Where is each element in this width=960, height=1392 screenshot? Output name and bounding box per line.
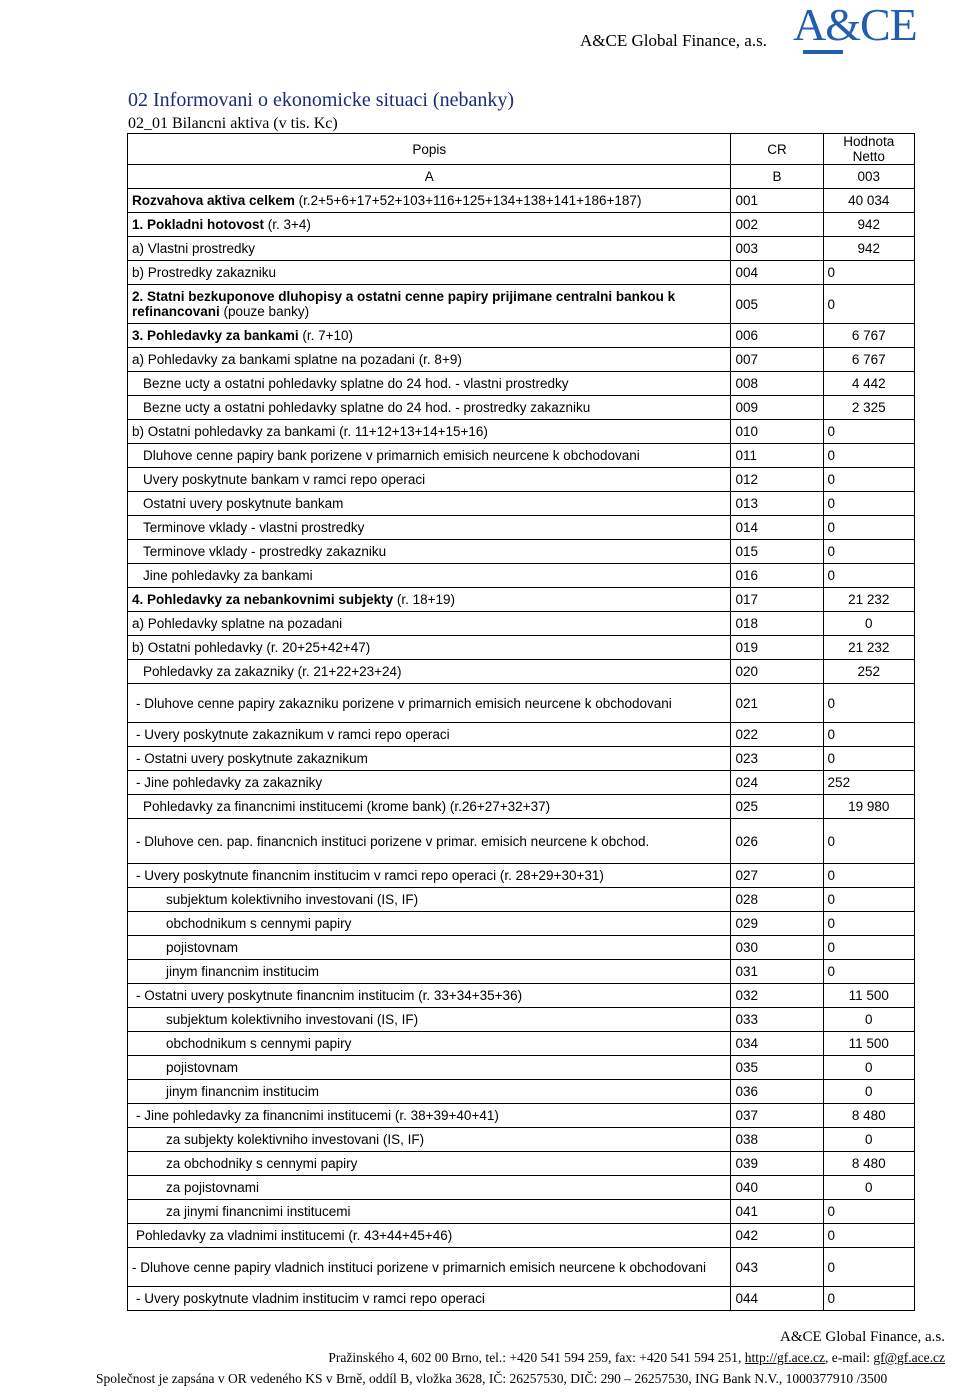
row-label: subjektum kolektivniho investovani (IS, IF) <box>166 1012 419 1027</box>
row-cr: 033 <box>731 1008 823 1032</box>
row-suffix: (r. 43+44+45+46) <box>344 1228 453 1243</box>
table-row <box>128 1080 915 1104</box>
row-value: 0 <box>823 1056 914 1080</box>
table-header-row <box>128 134 915 165</box>
row-value: 0 <box>823 612 914 636</box>
table-row <box>128 747 915 771</box>
row-value: 0 <box>823 1224 914 1248</box>
table-row <box>128 1200 915 1224</box>
row-suffix: (r. 18+19) <box>393 592 456 607</box>
row-value: 0 <box>823 444 914 468</box>
table-row <box>128 660 915 684</box>
row-value: 0 <box>823 564 914 588</box>
row-label: a) Vlastni prostredky <box>132 241 256 256</box>
balance-table <box>127 133 915 1311</box>
row-label: Pohledavky za financnimi institucemi (krome bank) <box>143 799 447 814</box>
row-label: Pohledavky za vladnimi institucemi <box>136 1228 345 1243</box>
row-label: Dluhove cenne papiry bank porizene v primarnich emisich neurcene k obchodovani <box>143 448 640 463</box>
row-suffix: (r. 11+12+13+14+15+16) <box>335 424 488 439</box>
row-cr: 009 <box>731 396 823 420</box>
row-description <box>128 795 731 819</box>
row-label: subjektum kolektivniho investovani (IS, IF) <box>166 892 419 907</box>
row-value: 0 <box>823 888 914 912</box>
row-value: 11 500 <box>823 1032 914 1056</box>
row-label: b) Ostatni pohledavky za bankami <box>132 424 336 439</box>
logo-underline <box>803 50 843 54</box>
row-description <box>128 1287 731 1311</box>
row-cr: 037 <box>731 1104 823 1128</box>
row-label: - Uvery poskytnute zakaznikum v ramci repo operaci <box>136 727 450 742</box>
row-value: 252 <box>823 771 914 795</box>
table-row <box>128 348 915 372</box>
table-row <box>128 684 915 723</box>
row-value: 11 500 <box>823 984 914 1008</box>
row-value: 0 <box>823 1176 914 1200</box>
row-label: za pojistovnami <box>166 1180 260 1195</box>
row-cr: 044 <box>731 1287 823 1311</box>
row-description <box>128 285 731 324</box>
row-description <box>128 636 731 660</box>
row-description <box>128 396 731 420</box>
row-description <box>128 1152 731 1176</box>
row-label: obchodnikum s cennymi papiry <box>166 916 352 931</box>
row-value: 0 <box>823 1287 914 1311</box>
row-label: - Jine pohledavky za zakazniky <box>136 775 323 790</box>
table-row <box>128 723 915 747</box>
header-hodnota: Hodnota Netto <box>823 134 914 165</box>
row-label: a) Pohledavky za bankami splatne na pozadani <box>132 352 415 367</box>
row-description <box>128 1104 731 1128</box>
row-value: 252 <box>823 660 914 684</box>
row-value: 0 <box>823 1080 914 1104</box>
table-row <box>128 936 915 960</box>
table-row <box>128 516 915 540</box>
table-row <box>128 285 915 324</box>
row-suffix: (r. 3+4) <box>264 217 311 232</box>
row-suffix: (r. 38+39+40+41) <box>391 1108 499 1123</box>
row-value: 21 232 <box>823 636 914 660</box>
row-description <box>128 1008 731 1032</box>
table-row <box>128 795 915 819</box>
company-logo <box>793 2 958 56</box>
row-value: 6 767 <box>823 324 914 348</box>
row-label: Terminove vklady - vlastni prostredky <box>143 520 365 535</box>
row-value: 2 325 <box>823 396 914 420</box>
row-suffix: (r. 21+22+23+24) <box>293 664 402 679</box>
footer-company: A&CE Global Finance, a.s. <box>780 1329 945 1345</box>
row-description <box>128 372 731 396</box>
row-cr: 025 <box>731 795 823 819</box>
row-cr: 042 <box>731 1224 823 1248</box>
table-row <box>128 1032 915 1056</box>
row-description <box>128 936 731 960</box>
row-cr: 004 <box>731 261 823 285</box>
table-row <box>128 1008 915 1032</box>
table-row <box>128 468 915 492</box>
row-description <box>128 1032 731 1056</box>
table-row <box>128 1104 915 1128</box>
row-label: za obchodniky s cennymi papiry <box>166 1156 358 1171</box>
row-description <box>128 864 731 888</box>
row-cr: 018 <box>731 612 823 636</box>
row-label: Jine pohledavky za bankami <box>143 568 313 583</box>
row-cr: 024 <box>731 771 823 795</box>
row-cr: 006 <box>731 324 823 348</box>
row-description <box>128 723 731 747</box>
row-value: 942 <box>823 213 914 237</box>
row-description <box>128 444 731 468</box>
row-description <box>128 237 731 261</box>
row-description <box>128 1176 731 1200</box>
table-row <box>128 213 915 237</box>
row-cr: 020 <box>731 660 823 684</box>
row-description <box>128 540 731 564</box>
table-row <box>128 864 915 888</box>
row-cr: 036 <box>731 1080 823 1104</box>
row-value: 4 442 <box>823 372 914 396</box>
row-value: 6 767 <box>823 348 914 372</box>
footer-email-label: , e-mail: <box>825 1350 874 1365</box>
row-description <box>128 1224 731 1248</box>
row-cr: 028 <box>731 888 823 912</box>
table-row <box>128 588 915 612</box>
row-label: - Jine pohledavky za financnimi institucemi <box>136 1108 392 1123</box>
row-description <box>128 468 731 492</box>
row-value: 0 <box>823 1128 914 1152</box>
row-value: 0 <box>823 420 914 444</box>
row-label: Uvery poskytnute bankam v ramci repo operaci <box>143 472 426 487</box>
row-description <box>128 660 731 684</box>
row-label: pojistovnam <box>166 940 239 955</box>
row-label: Pohledavky za zakazniky <box>143 664 294 679</box>
row-label: - Ostatni uvery poskytnute zakaznikum <box>136 751 368 766</box>
header-popis: Popis <box>128 134 731 165</box>
row-description <box>128 771 731 795</box>
table-row <box>128 819 915 864</box>
table-row <box>128 1128 915 1152</box>
row-label: Bezne ucty a ostatni pohledavky splatne do 24 hod. - vlastni prostredky <box>143 376 569 391</box>
row-description <box>128 1200 731 1224</box>
row-cr: 029 <box>731 912 823 936</box>
row-value: 0 <box>823 684 914 723</box>
table-row <box>128 612 915 636</box>
row-suffix: (r. 33+34+35+36) <box>414 988 523 1003</box>
table-row <box>128 237 915 261</box>
footer-email-link[interactable]: gf@gf.ace.cz <box>873 1350 945 1365</box>
row-cr: 034 <box>731 1032 823 1056</box>
row-value: 0 <box>823 468 914 492</box>
row-cr: 014 <box>731 516 823 540</box>
row-value: 8 480 <box>823 1104 914 1128</box>
table-row <box>128 1176 915 1200</box>
row-description <box>128 588 731 612</box>
row-label: - Dluhove cenne papiry vladnich instituci porizene v primarnich emisich neurcene k obchodovani <box>132 1259 707 1275</box>
row-cr: 012 <box>731 468 823 492</box>
row-label: 4. Pohledavky za nebankovnimi subjekty <box>132 592 394 607</box>
row-value: 942 <box>823 237 914 261</box>
table-row <box>128 372 915 396</box>
row-label: 2. Statni bezkuponove dluhopisy a ostatni cenne papiry prijimane centralni bankou k refinancovani <box>132 289 676 319</box>
row-label: - Dluhove cen. pap. financnich instituci porizene v primar. emisich neurcene k obchod. <box>136 833 650 849</box>
row-cr: 015 <box>731 540 823 564</box>
row-suffix: (r. 7+10) <box>298 328 353 343</box>
row-cr: 019 <box>731 636 823 660</box>
table-row <box>128 1224 915 1248</box>
table-row <box>128 984 915 1008</box>
row-description <box>128 984 731 1008</box>
row-description <box>128 213 731 237</box>
row-value: 0 <box>823 1200 914 1224</box>
row-label: Bezne ucty a ostatni pohledavky splatne do 24 hod. - prostredky zakazniku <box>143 400 591 415</box>
row-suffix: (pouze banky) <box>219 304 310 319</box>
table-row <box>128 540 915 564</box>
header-hodnota-code: 003 <box>823 165 914 189</box>
section-subtitle: 02_01 Bilancni aktiva (v tis. Kc) <box>128 115 338 132</box>
table-row <box>128 888 915 912</box>
row-description <box>128 189 731 213</box>
table-row <box>128 960 915 984</box>
row-description <box>128 324 731 348</box>
row-description <box>128 1080 731 1104</box>
row-description <box>128 819 731 864</box>
table-row <box>128 324 915 348</box>
header-popis-code: A <box>128 165 731 189</box>
row-value: 0 <box>823 261 914 285</box>
header-company: A&CE Global Finance, a.s. <box>580 31 767 50</box>
row-label: Rozvahova aktiva celkem <box>132 193 295 208</box>
row-cr: 043 <box>731 1248 823 1287</box>
row-cr: 023 <box>731 747 823 771</box>
row-cr: 010 <box>731 420 823 444</box>
row-cr: 030 <box>731 936 823 960</box>
table-row <box>128 396 915 420</box>
row-description <box>128 492 731 516</box>
row-cr: 016 <box>731 564 823 588</box>
row-suffix: (r. 20+25+42+47) <box>262 640 371 655</box>
header-cr: CR <box>731 134 823 165</box>
row-description <box>128 261 731 285</box>
row-value: 8 480 <box>823 1152 914 1176</box>
row-label: - Uvery poskytnute vladnim institucim v ramci repo operaci <box>136 1291 485 1306</box>
row-value: 0 <box>823 864 914 888</box>
row-suffix: (r. 28+29+30+31) <box>496 868 604 883</box>
table-row <box>128 636 915 660</box>
table-header-row-2 <box>128 165 915 189</box>
row-cr: 002 <box>731 213 823 237</box>
row-label: - Uvery poskytnute financnim institucim v ramci repo operaci <box>136 868 497 883</box>
row-label: a) Pohledavky splatne na pozadani <box>132 616 343 631</box>
table-row <box>128 189 915 213</box>
table-row <box>128 912 915 936</box>
table-row <box>128 564 915 588</box>
section-title: 02 Informovani o ekonomicke situaci (nebanky) <box>128 89 514 111</box>
row-description <box>128 684 731 723</box>
footer-web-link[interactable]: http://gf.ace.cz <box>744 1350 825 1365</box>
table-row <box>128 1248 915 1287</box>
row-description <box>128 516 731 540</box>
row-description <box>128 912 731 936</box>
row-description <box>128 564 731 588</box>
row-cr: 011 <box>731 444 823 468</box>
table-row <box>128 1056 915 1080</box>
row-label: b) Ostatni pohledavky <box>132 640 263 655</box>
row-label: obchodnikum s cennymi papiry <box>166 1036 352 1051</box>
table-row <box>128 492 915 516</box>
table-row <box>128 261 915 285</box>
row-value: 0 <box>823 285 914 324</box>
row-cr: 003 <box>731 237 823 261</box>
row-suffix: (r. 8+9) <box>414 352 462 367</box>
row-description <box>128 612 731 636</box>
row-cr: 022 <box>731 723 823 747</box>
table-row <box>128 1152 915 1176</box>
footer-address: Pražinského 4, 602 00 Brno, tel.: +420 541 594 259, fax: +420 541 594 251, <box>328 1350 745 1365</box>
row-value: 0 <box>823 960 914 984</box>
row-cr: 001 <box>731 189 823 213</box>
logo-text: A&CE <box>793 0 917 50</box>
table-row <box>128 1287 915 1311</box>
row-label: jinym financnim institucim <box>166 1084 320 1099</box>
row-cr: 040 <box>731 1176 823 1200</box>
row-value: 0 <box>823 819 914 864</box>
row-cr: 041 <box>731 1200 823 1224</box>
row-label: Ostatni uvery poskytnute bankam <box>143 496 344 511</box>
row-cr: 026 <box>731 819 823 864</box>
table-row <box>128 420 915 444</box>
row-cr: 039 <box>731 1152 823 1176</box>
row-value: 0 <box>823 1248 914 1287</box>
row-suffix: (r.2+5+6+17+52+103+116+125+134+138+141+186+187) <box>294 193 642 208</box>
row-cr: 021 <box>731 684 823 723</box>
row-cr: 008 <box>731 372 823 396</box>
row-cr: 017 <box>731 588 823 612</box>
row-description <box>128 888 731 912</box>
row-value: 21 232 <box>823 588 914 612</box>
row-label: b) Prostredky zakazniku <box>132 265 277 280</box>
row-value: 0 <box>823 912 914 936</box>
row-description <box>128 1128 731 1152</box>
row-description <box>128 960 731 984</box>
row-label: za subjekty kolektivniho investovani (IS, IF) <box>166 1132 425 1147</box>
row-value: 0 <box>823 1008 914 1032</box>
row-label: 1. Pokladni hotovost <box>132 217 265 232</box>
row-description <box>128 348 731 372</box>
row-value: 40 034 <box>823 189 914 213</box>
row-label: jinym financnim institucim <box>166 964 320 979</box>
row-value: 0 <box>823 936 914 960</box>
row-label: za jinymi financnimi institucemi <box>166 1204 351 1219</box>
row-value: 0 <box>823 747 914 771</box>
row-value: 0 <box>823 723 914 747</box>
row-description <box>128 420 731 444</box>
row-cr: 038 <box>731 1128 823 1152</box>
row-description <box>128 1056 731 1080</box>
row-cr: 035 <box>731 1056 823 1080</box>
row-label: Terminove vklady - prostredky zakazniku <box>143 544 387 559</box>
row-value: 0 <box>823 492 914 516</box>
row-cr: 005 <box>731 285 823 324</box>
row-value: 0 <box>823 516 914 540</box>
row-cr: 032 <box>731 984 823 1008</box>
row-value: 19 980 <box>823 795 914 819</box>
row-cr: 031 <box>731 960 823 984</box>
footer-address-line <box>328 1350 945 1366</box>
row-label: - Dluhove cenne papiry zakazniku porizene v primarnich emisich neurcene k obchodovani <box>136 695 672 711</box>
row-label: 3. Pohledavky za bankami <box>132 328 299 343</box>
row-description <box>128 747 731 771</box>
row-cr: 027 <box>731 864 823 888</box>
row-suffix: (r.26+27+32+37) <box>446 799 551 814</box>
table-row <box>128 771 915 795</box>
row-cr: 013 <box>731 492 823 516</box>
row-value: 0 <box>823 540 914 564</box>
row-label: pojistovnam <box>166 1060 239 1075</box>
row-label: - Ostatni uvery poskytnute financnim institucim <box>136 988 415 1003</box>
table-row <box>128 444 915 468</box>
header-cr-code: B <box>731 165 823 189</box>
footer-registry: Společnost je zapsána v OR vedeného KS v Brně, oddíl B, vložka 3628, IČ: 26257530, DIČ: 290 – 26257530, ING Bank N.V., 1000377910 /3500 <box>96 1371 888 1386</box>
row-cr: 007 <box>731 348 823 372</box>
row-description <box>128 1248 731 1287</box>
